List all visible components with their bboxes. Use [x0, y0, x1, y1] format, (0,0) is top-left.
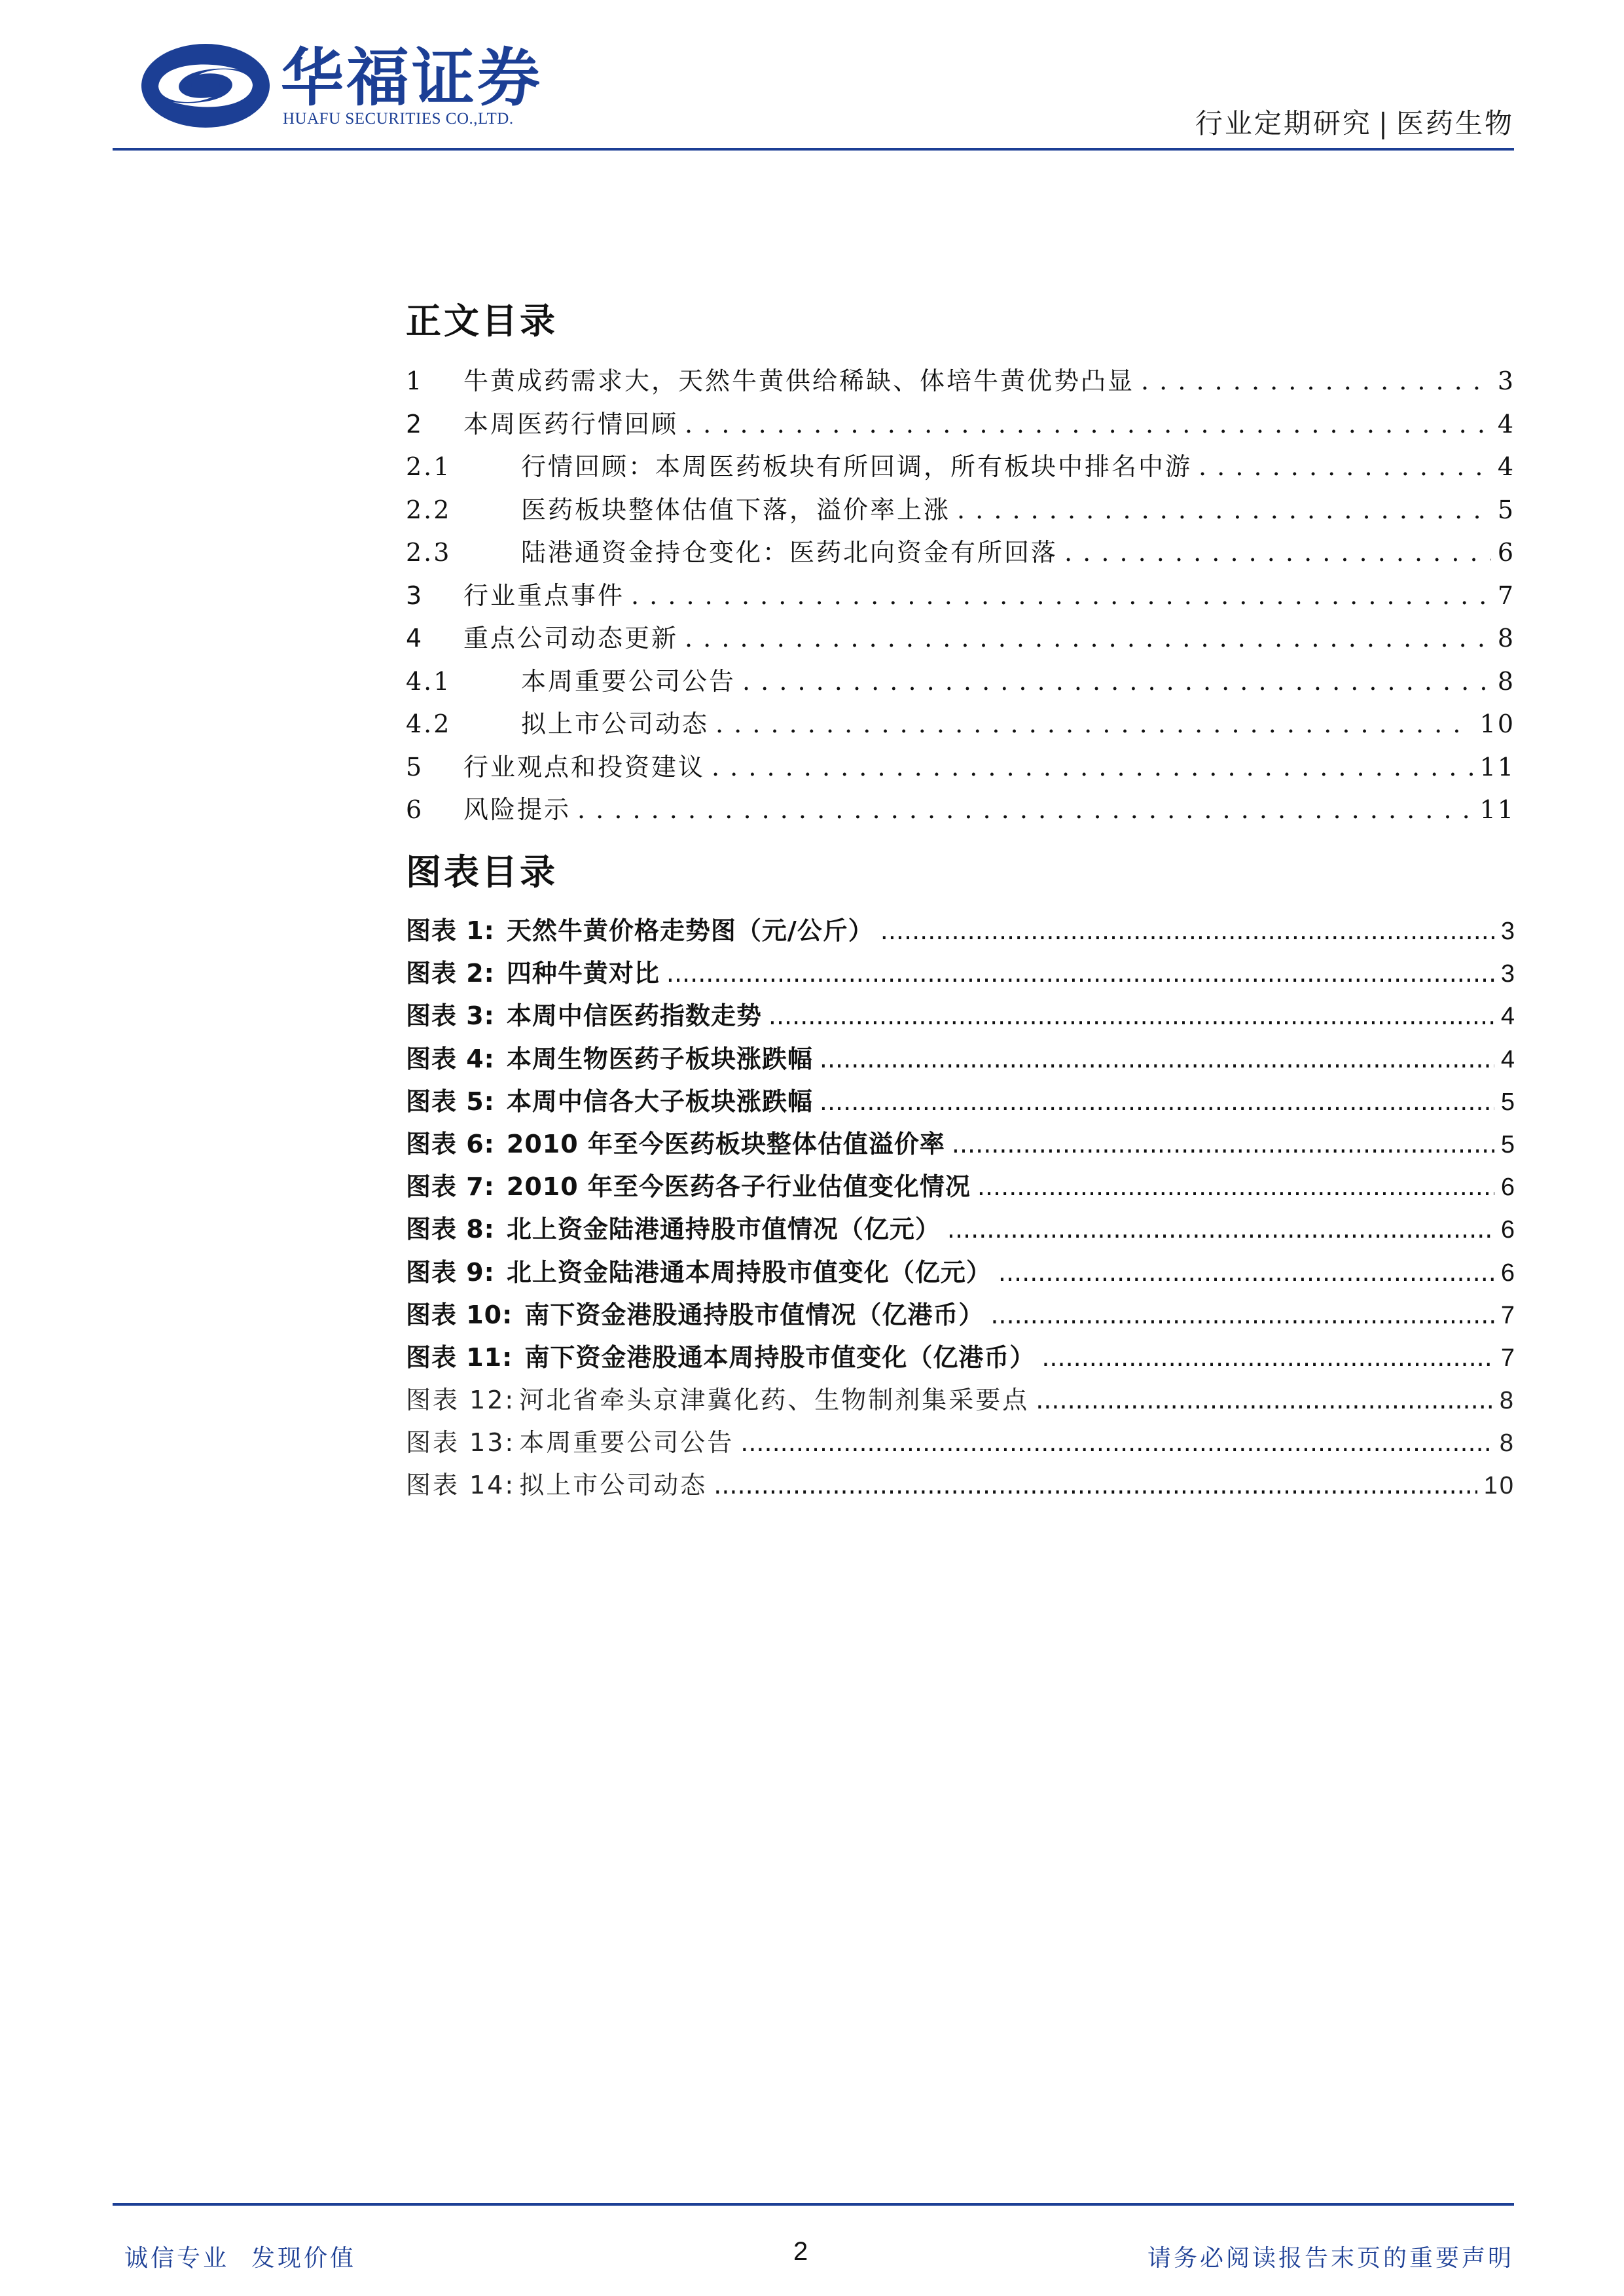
figure-entry-label: 图表 14:: [406, 1471, 516, 1500]
logo-chinese-name: 华福证券: [281, 41, 543, 115]
dot-leader: [977, 1166, 1494, 1208]
figure-entry-label: 图表 12:: [406, 1386, 516, 1415]
footer-slogan: [124, 2240, 356, 2273]
figure-entry-page: 4: [1500, 1003, 1515, 1031]
dot-leader: [1041, 1336, 1494, 1379]
figure-entry[interactable]: [406, 1336, 1515, 1379]
figure-entry-title: 天然牛黄价格走势图（元/公斤）: [506, 916, 874, 945]
toc-entry-number: 1: [406, 367, 424, 395]
toc-entry[interactable]: [406, 531, 1515, 575]
figure-entry-label: 图表 8:: [406, 1215, 495, 1244]
figure-entry-title: 四种牛黄对比: [506, 959, 660, 988]
dot-leader: [1036, 1379, 1493, 1422]
dot-leader: [740, 1422, 1493, 1464]
figure-entry-label: 图表 2:: [406, 959, 495, 988]
toc-entry-number: 2.3: [406, 538, 452, 567]
figure-entry-title: 本周中信各大子板块涨跌幅: [506, 1086, 813, 1116]
toc-entry-page: 11: [1479, 795, 1515, 824]
toc-entry[interactable]: [406, 746, 1515, 789]
toc-entry[interactable]: [406, 360, 1515, 403]
dot-leader: [1064, 531, 1491, 575]
figure-entry-page: 3: [1500, 918, 1515, 945]
logo-english-name: HUAFU SECURITIES CO.,LTD.: [283, 110, 514, 128]
toc-entry-title: 风险提示: [463, 795, 571, 824]
dot-leader: [715, 703, 1473, 746]
footer-divider: [113, 2203, 1514, 2206]
dot-leader: [768, 995, 1494, 1037]
toc-entry-page: 4: [1497, 452, 1515, 481]
dot-leader: [998, 1251, 1494, 1294]
toc-entry-number: 5: [406, 752, 424, 781]
dot-leader: [577, 789, 1473, 832]
figure-entry-page: 3: [1500, 960, 1515, 988]
report-category: [1195, 102, 1514, 141]
figure-entry-page: 4: [1500, 1045, 1515, 1073]
dot-leader: [712, 746, 1473, 789]
figure-toc-heading: 图表目录: [406, 852, 558, 893]
toc-entry-page: 11: [1479, 752, 1515, 781]
figure-entry-title: 北上资金陆港通持股市值情况（亿元）: [506, 1215, 941, 1244]
figure-entry-page: 6: [1500, 1216, 1515, 1244]
toc-entry[interactable]: [406, 489, 1515, 532]
figure-entry-title: 本周中信医药指数走势: [506, 1001, 762, 1031]
figure-entry-title: 2010 年至今医药板块整体估值溢价率: [506, 1129, 945, 1158]
figure-entry-title: 2010 年至今医药各子行业估值变化情况: [506, 1172, 971, 1202]
toc-entry-title: 陆港通资金持仓变化：医药北向资金有所回落: [521, 538, 1058, 567]
header-divider: [113, 148, 1514, 151]
toc-entry-title: 重点公司动态更新: [463, 624, 679, 653]
footer-slogan-2: 发现价值: [251, 2245, 357, 2272]
figure-entry[interactable]: [406, 1422, 1515, 1464]
toc-entry[interactable]: [406, 403, 1515, 446]
footer-slogan-1: 诚信专业: [124, 2245, 230, 2272]
figure-entry-label: 图表 4:: [406, 1044, 495, 1073]
figure-entry-label: 图表 7:: [406, 1172, 495, 1202]
dot-leader: [685, 403, 1491, 446]
figure-entry[interactable]: [406, 1166, 1515, 1208]
figure-entry-label: 图表 13:: [406, 1428, 516, 1458]
figure-entry-label: 图表 5:: [406, 1086, 495, 1116]
figure-entry-title: 本周生物医药子板块涨跌幅: [506, 1044, 813, 1073]
toc-entry-page: 10: [1479, 709, 1515, 738]
figure-entry-title: 北上资金陆港通本周持股市值变化（亿元）: [506, 1257, 992, 1287]
toc-entry-title: 行业观点和投资建议: [463, 752, 706, 781]
figure-entry-label: 图表 6:: [406, 1129, 495, 1158]
toc-entry[interactable]: [406, 446, 1515, 489]
page-number: 2: [793, 2237, 808, 2266]
main-toc-list: [406, 360, 1515, 832]
toc-entry-title: 牛黄成药需求大，天然牛黄供给稀缺、体培牛黄优势凸显: [463, 367, 1135, 395]
toc-entry[interactable]: [406, 617, 1515, 660]
toc-entry-number: 2.1: [406, 452, 452, 481]
huafu-logo-icon: [140, 41, 271, 131]
dot-leader: [713, 1464, 1477, 1507]
figure-entry[interactable]: [406, 1081, 1515, 1123]
figure-toc-list: [406, 910, 1515, 1507]
figure-entry[interactable]: [406, 1208, 1515, 1251]
toc-entry[interactable]: [406, 703, 1515, 746]
toc-entry-number: 2: [406, 409, 424, 439]
toc-entry-title: 本周医药行情回顾: [463, 409, 679, 439]
figure-entry[interactable]: [406, 910, 1515, 952]
figure-entry[interactable]: [406, 1038, 1515, 1081]
dot-leader: [947, 1208, 1494, 1251]
toc-entry-page: 8: [1497, 624, 1515, 653]
toc-entry-number: 4.2: [406, 709, 452, 738]
figure-entry-page: 6: [1500, 1259, 1515, 1287]
dot-leader: [666, 952, 1494, 995]
dot-leader: [742, 660, 1491, 704]
figure-entry-page: 5: [1500, 1088, 1515, 1116]
toc-entry-title: 拟上市公司动态: [521, 709, 710, 738]
toc-entry-page: 6: [1497, 538, 1515, 567]
toc-entry-number: 4.1: [406, 666, 452, 696]
toc-entry-title: 行情回顾：本周医药板块有所回调，所有板块中排名中游: [521, 452, 1193, 481]
toc-entry-number: 6: [406, 795, 424, 824]
figure-entry[interactable]: [406, 1464, 1515, 1507]
dot-leader: [685, 617, 1491, 660]
figure-entry-page: 8: [1499, 1387, 1515, 1415]
figure-entry-title: 南下资金港股通持股市值情况（亿港币）: [524, 1300, 984, 1329]
header-separator: |: [1378, 107, 1390, 139]
figure-entry[interactable]: [406, 952, 1515, 995]
figure-entry-title: 南下资金港股通本周持股市值变化（亿港币）: [524, 1342, 1036, 1372]
toc-entry[interactable]: [406, 660, 1515, 704]
figure-entry-label: 图表 10:: [406, 1300, 513, 1329]
company-logo: [140, 41, 559, 132]
figure-entry-page: 6: [1500, 1174, 1515, 1202]
dot-leader: [957, 489, 1491, 532]
dot-leader: [1199, 446, 1491, 489]
toc-entry-number: 2.2: [406, 495, 452, 524]
figure-entry-page: 8: [1499, 1429, 1515, 1458]
toc-entry[interactable]: [406, 575, 1515, 618]
toc-entry-title: 医药板块整体估值下落，溢价率上涨: [521, 495, 951, 524]
toc-entry-page: 8: [1497, 666, 1515, 696]
figure-entry[interactable]: [406, 995, 1515, 1037]
report-type: 行业定期研究: [1195, 107, 1372, 139]
figure-entry-label: 图表 9:: [406, 1257, 495, 1287]
dot-leader: [820, 1038, 1494, 1081]
dot-leader: [820, 1081, 1494, 1123]
figure-entry[interactable]: [406, 1123, 1515, 1166]
toc-entry-title: 本周重要公司公告: [521, 666, 736, 696]
toc-entry-page: 5: [1497, 495, 1515, 524]
figure-entry-title: 本周重要公司公告: [519, 1428, 734, 1458]
figure-entry-page: 7: [1500, 1301, 1515, 1329]
figure-entry[interactable]: [406, 1379, 1515, 1422]
sector-name: 医药生物: [1396, 107, 1514, 139]
dot-leader: [631, 575, 1491, 618]
dot-leader: [952, 1123, 1494, 1166]
dot-leader: [880, 910, 1494, 952]
figure-entry[interactable]: [406, 1251, 1515, 1294]
toc-entry[interactable]: [406, 789, 1515, 832]
figure-entry-page: 7: [1500, 1344, 1515, 1372]
figure-entry-page: 10: [1483, 1472, 1515, 1500]
figure-entry-title: 拟上市公司动态: [519, 1471, 708, 1500]
figure-entry[interactable]: [406, 1294, 1515, 1336]
figure-entry-title: 河北省牵头京津冀化药、生物制剂集采要点: [519, 1386, 1030, 1415]
toc-entry-page: 3: [1497, 367, 1515, 395]
footer-disclaimer: 请务必阅读报告末页的重要声明: [1147, 2245, 1514, 2272]
figure-entry-label: 图表 1:: [406, 916, 495, 945]
main-toc-heading: 正文目录: [406, 300, 558, 342]
toc-entry-title: 行业重点事件: [463, 581, 625, 610]
figure-entry-label: 图表 3:: [406, 1001, 495, 1031]
toc-entry-number: 3: [406, 581, 424, 610]
figure-entry-label: 图表 11:: [406, 1342, 513, 1372]
figure-entry-page: 5: [1500, 1130, 1515, 1158]
toc-entry-number: 4: [406, 624, 424, 653]
toc-entry-page: 4: [1497, 409, 1515, 439]
dot-leader: [1141, 360, 1491, 403]
dot-leader: [990, 1294, 1494, 1336]
toc-entry-page: 7: [1497, 581, 1515, 610]
